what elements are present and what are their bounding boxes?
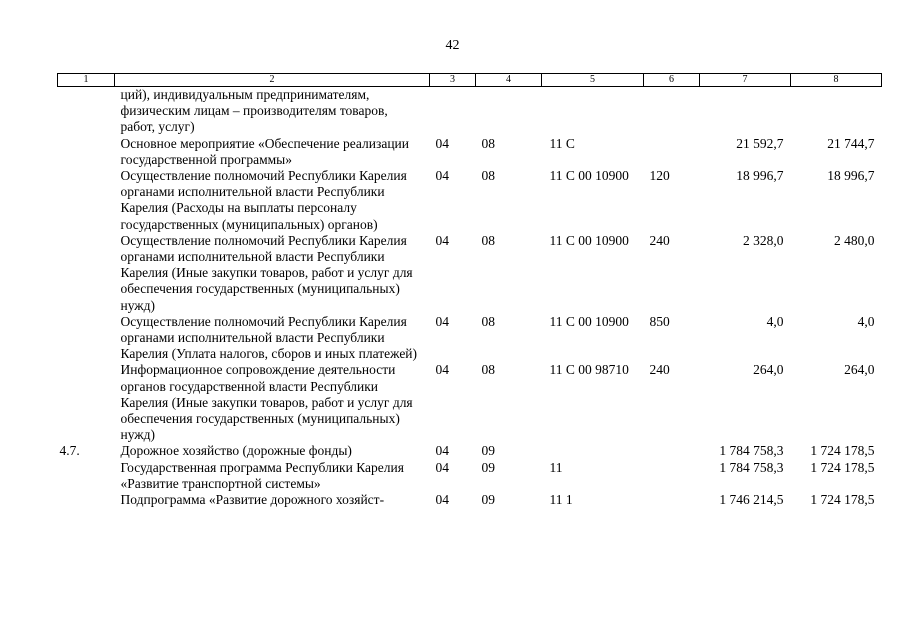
amount-year-2: 21 744,7 (827, 135, 875, 151)
row-name: Осуществление полномочий Республики Карелия органами исполнительной власти Республики Карелия (Расходы на выплаты персоналу государственных (муниципальных) органов) (120, 168, 407, 232)
expense-type (644, 136, 700, 168)
column-number-1: 1 (58, 74, 115, 87)
section-code: 04 (435, 313, 449, 329)
subsection-code: 09 (481, 492, 495, 508)
target-article: 11 С (549, 135, 575, 151)
row-number (58, 492, 115, 508)
section-code: 04 (435, 492, 449, 508)
expense-type: 240 (649, 232, 670, 248)
expense-type: 850 (649, 313, 670, 329)
row-number (58, 233, 115, 314)
row-number (58, 168, 115, 233)
row-name: Осуществление полномочий Республики Карелия органами исполнительной власти Республики Карелия (Уплата налогов, сборов и иных платежей) (120, 313, 418, 362)
subsection-code: 08 (481, 168, 495, 184)
budget-table (57, 73, 882, 508)
subsection-code: 08 (481, 362, 495, 378)
row-number (58, 87, 115, 136)
row-number (58, 314, 115, 363)
expense-type (644, 443, 700, 459)
column-number-5: 5 (542, 74, 644, 87)
expense-type: 120 (649, 168, 670, 184)
target-article (542, 87, 644, 136)
table-row (58, 233, 882, 314)
amount-year-1: 4,0 (766, 313, 784, 329)
subsection-code: 08 (481, 313, 495, 329)
column-number-6: 6 (644, 74, 700, 87)
amount-year-1: 264,0 (753, 362, 784, 378)
amount-year-2: 1 724 178,5 (810, 443, 875, 459)
target-article: 11 С 00 10900 (549, 168, 629, 184)
amount-year-2: 1 724 178,5 (810, 492, 875, 508)
subsection-code: 08 (481, 135, 495, 151)
target-article: 11 1 (549, 492, 573, 508)
section-code: 04 (435, 459, 449, 475)
subsection-code: 09 (481, 459, 495, 475)
expense-type (644, 87, 700, 136)
row-name: Информационное сопровождение деятельности органов государственной власти Республики Карелия (Иные закупки товаров, работ и услуг для обеспечения государственных (муниципальных) нужд) (120, 362, 413, 443)
amount-year-2: 264,0 (844, 362, 875, 378)
row-number (58, 136, 115, 168)
expense-type: 240 (649, 362, 670, 378)
amount-year-2: 1 724 178,5 (810, 459, 875, 475)
table-row (58, 460, 882, 492)
page-number: 42 (445, 38, 460, 53)
subsection-code: 09 (481, 443, 495, 459)
expense-type (644, 460, 700, 492)
amount-year-1: 21 592,7 (736, 135, 784, 151)
section-code (430, 87, 476, 136)
column-number-3: 3 (430, 74, 476, 87)
table-row (58, 136, 882, 168)
section-code: 04 (435, 443, 449, 459)
table-row (58, 314, 882, 363)
row-name: ций), индивидуальным предпринимателям, физическим лицам – производителям товаров, работ, услуг) (120, 87, 388, 135)
target-article: 11 С 00 10900 (549, 313, 629, 329)
table-row (58, 443, 882, 459)
subsection-code: 08 (481, 232, 495, 248)
column-number-4: 4 (476, 74, 542, 87)
amount-year-1: 1 746 214,5 (719, 492, 784, 508)
section-code: 04 (435, 232, 449, 248)
subsection-code (476, 87, 542, 136)
table-row (58, 492, 882, 508)
amount-year-1: 2 328,0 (743, 232, 784, 248)
column-numbers-row (58, 74, 882, 87)
table-row (58, 87, 882, 136)
target-article: 11 С 00 98710 (549, 362, 629, 378)
target-article (542, 443, 644, 459)
amount-year-2 (791, 87, 882, 136)
amount-year-1: 18 996,7 (736, 168, 784, 184)
row-name: Основное мероприятие «Обеспечение реализации государственной программы» (120, 135, 409, 167)
row-number (58, 460, 115, 492)
amount-year-1: 1 784 758,3 (719, 459, 784, 475)
amount-year-2: 4,0 (857, 313, 875, 329)
table-row (58, 362, 882, 443)
row-number (58, 362, 115, 443)
section-code: 04 (435, 168, 449, 184)
row-number: 4.7. (59, 443, 80, 459)
amount-year-2: 18 996,7 (827, 168, 875, 184)
amount-year-1: 1 784 758,3 (719, 443, 784, 459)
amount-year-1 (700, 87, 791, 136)
row-name: Подпрограмма «Развитие дорожного хозяйст- (120, 492, 385, 508)
row-name: Государственная программа Республики Карелия «Развитие транспортной системы» (120, 459, 404, 491)
column-number-2: 2 (115, 74, 430, 87)
section-code: 04 (435, 135, 449, 151)
column-number-8: 8 (791, 74, 882, 87)
row-name: Дорожное хозяйство (дорожные фонды) (120, 443, 352, 459)
expense-type (644, 492, 700, 508)
target-article: 11 (549, 459, 563, 475)
section-code: 04 (435, 362, 449, 378)
column-number-7: 7 (700, 74, 791, 87)
row-name: Осуществление полномочий Республики Карелия органами исполнительной власти Республики Карелия (Иные закупки товаров, работ и услуг для обеспечения государственных (муниципальных) нужд) (120, 232, 413, 313)
target-article: 11 С 00 10900 (549, 232, 629, 248)
table-row (58, 168, 882, 233)
amount-year-2: 2 480,0 (834, 232, 875, 248)
